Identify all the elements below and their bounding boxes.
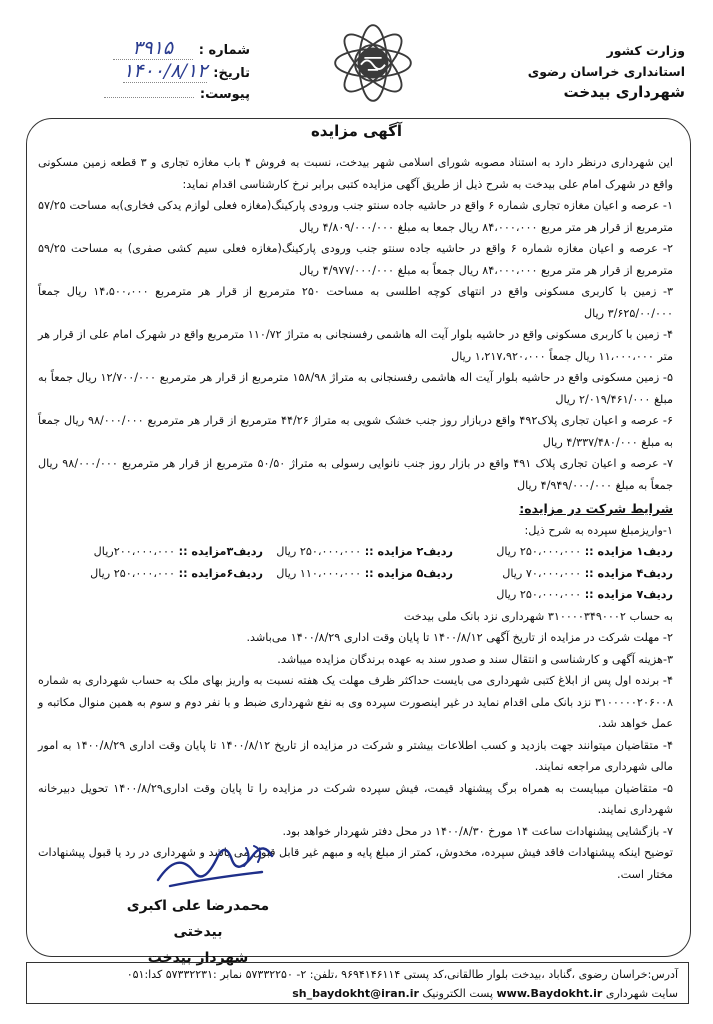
auction-item: ۲- عرصه و اعیان مغازه شماره ۶ واقع در حاشیه جاده سنتو جنب ورودی پارکینگ(مغازه فعلی سیم کشی صفری) به مساحت ۵۹/۲۵ مترمربع از قرار هر متر مربع ۸۴،۰۰۰،۰۰۰ ریال جمعاً به مبلغ ۴/۹۷۷/۰۰۰/۰۰۰ ریال: [38, 242, 673, 277]
auction-item: ۳- زمین با کاربری مسکونی واقع در انتهای کوچه اطلسی به مساحت ۲۵۰ مترمربع از قرار هر مترمربع ۱۴،۵۰۰،۰۰۰ ریال جمعاً ۳/۶۲۵/۰۰/۰۰۰ ریال: [38, 285, 673, 320]
deposit-table: [38, 541, 673, 606]
signatory-block: [113, 893, 283, 971]
letter-attachment-value: [104, 97, 194, 98]
footer-website-label: سایت شهرداری: [605, 987, 678, 1000]
letter-number-label: شماره :: [198, 43, 250, 58]
condition-item: ۴- برنده اول پس از ابلاغ کتبی شهرداری می بایست حداکثر ظرف مهلت یک هفته نسبت به واریز بهای ملک به حساب شهرداری به شماره ۳۱۰۰۰۰۰۲۰۶۰۰۸ نزد بانک ملی اقدام نماید در غیر اینصورت سپرده وی به نفع شهرداری ضبط و با نفر دوم و سوم به همین منوال مکاتبه و عمل خواهد شد.: [38, 674, 673, 730]
auction-item: ۶- عرصه و اعیان تجاری پلاک۴۹۲ واقع دربازار روز جنب خشک شویی به متراژ ۴۴/۲۶ مترمربع از قرار هر مترمربع ۹۸/۰۰۰/۰۰۰ ریال جمعاً به مبلغ ۴/۳۳۷/۴۸۰/۰۰۰ ریال: [38, 414, 673, 449]
deposit-entry: ردیف۳مزایده :: ۲۰۰،۰۰۰،۰۰۰ریال: [93, 545, 263, 558]
condition-item: توضیح اینکه پیشنهادات فاقد فیش سپرده، مخدوش، کمتر از مبلغ پایه و مبهم غیر قابل قبول می باشد و شهرداری در رد یا قبول پیشنهادات مختار است.: [38, 846, 673, 881]
municipality-name: شهرداری بیدخت: [563, 83, 685, 101]
ministry-name: وزارت کشور: [606, 43, 685, 58]
deposit-entry: ردیف۱ مزایده :: ۲۵۰،۰۰۰،۰۰۰ ریال: [496, 545, 673, 558]
condition-item: ۳-هزینه آگهی و کارشناسی و انتقال سند و صدور سند به عهده برندگان مزایده میباشد.: [277, 652, 673, 666]
letter-attachment-row: [80, 84, 250, 105]
condition-item: ۷- بازگشایی پیشنهادات ساعت ۱۴ مورخ ۱۴۰۰/۸/۳۰ در محل دفتر شهردار خواهد بود.: [282, 824, 673, 838]
footer-email-label: پست الکترونیک: [422, 987, 494, 1000]
auction-item: ۵- زمین مسکونی واقع در حاشیه بلوار آیت اله هاشمی رفسنجانی به متراژ ۱۵۸/۹۸ مترمربع از قرار هر مترمربع ۱۲/۷۰۰/۰۰۰ ریال جمعاً به مبلغ ۲/۰۱۹/۴۶۱/۰۰۰ ریال: [38, 371, 673, 406]
letter-date-label: تاریخ:: [213, 66, 250, 81]
condition-item: ۴- متقاضیان میتوانند جهت بازدید و کسب اطلاعات بیشتر و شرکت در مزایده از تاریخ ۱۴۰۰/۸/۱۲ تا پایان وقت اداری ۱۴۰۰/۸/۲۹ به امور مالی شهرداری مراجعه نمایند.: [38, 738, 673, 773]
notice-title: آگهی مزایده: [310, 122, 403, 140]
auction-item: ۷- عرصه و اعیان تجاری پلاک ۴۹۱ واقع در بازار روز جنب نانوایی رسولی به متراژ ۵۰/۵۰ مترمربع از قرار هر مترمربع ۹۸/۰۰۰/۰۰۰ ریال جمعاً به مبلغ ۴/۹۴۹/۰۰۰/۰۰۰ ریال: [38, 457, 673, 492]
letter-metadata: [80, 38, 250, 105]
condition-item: ۵- متقاضیان میبایست به همراه برگ پیشنهاد قیمت، فیش سپرده شرکت در مزایده را تا پایان وقت اداری۱۴۰۰/۸/۲۹ تحویل دبیرخانه شهرداری نمایند.: [38, 781, 673, 816]
letter-number-row: [80, 38, 250, 61]
letter-date-value: ۱۴۰۰/۸/۱۲: [123, 60, 208, 82]
deposit-entry: ردیف۵ مزایده :: ۱۱۰،۰۰۰،۰۰۰ ریال: [276, 566, 453, 580]
conditions-heading: شرایط شرکت در مزایده:: [519, 501, 673, 516]
deposit-entry: ردیف۷ مزایده :: ۲۵۰،۰۰۰،۰۰۰ ریال: [496, 588, 673, 601]
signatory-title: شهردار بیدخت: [147, 950, 249, 966]
governorate-name: استانداری خراسان رضوی: [527, 64, 685, 79]
condition-item: ۲- مهلت شرکت در مزایده از تاریخ آگهی ۱۴۰۰/۸/۱۲ تا پایان وقت اداری ۱۴۰۰/۸/۲۹ می‌باشد.: [246, 631, 673, 644]
municipality-emblem-icon: [330, 20, 416, 106]
auction-item: ۴- زمین با کاربری مسکونی واقع در حاشیه بلوار آیت اله هاشمی رفسنجانی به متراژ ۱۱۰/۷۲ مترمربع واقع در شهرک امام علی از قرار هر متر ۱۱،۰۰۰،۰۰۰ ریال جمعاً ۱،۲۱۷،۹۲۰،۰۰۰ ریال: [38, 328, 673, 363]
letter-date-row: [80, 61, 250, 84]
footer-address: آدرس:خراسان رضوی ،گناباد ،بیدخت بلوار طالقانی،کد پستی ۹۶۹۴۱۴۶۱۱۴ ،تلفن: ۲- ۵۷۳۳۲۲۵۰ نمابر :۵۷۳۳۲۲۳۱ کدا:۰۵۱: [126, 968, 678, 981]
deposit-entry: ردیف۴ مزایده :: ۷۰،۰۰۰،۰۰۰ ریال: [502, 566, 673, 580]
footer-email-link[interactable]: sh_baydokht@iran.ir: [292, 987, 419, 1000]
handwritten-signature: [150, 836, 300, 896]
letterhead-organization: [465, 40, 685, 103]
deposit-entry: ردیف۶مزایده :: ۲۵۰،۰۰۰،۰۰۰ ریال: [90, 566, 263, 580]
condition-item: به حساب ۳۱۰۰۰۰۳۴۹۰۰۰۲ شهرداری نزد بانک ملی بیدخت: [403, 609, 673, 623]
footer-contacts: [37, 984, 678, 1003]
notice-intro: این شهرداری درنظر دارد به استناد مصوبه شورای اسلامی شهر بیدخت، نسبت به فروش ۴ باب مغازه تجاری و ۳ قطعه زمین مسکونی واقع در شهرک امام علی بیدخت به شرح ذیل از طریق آگهی مزایده کتبی برابر نرخ کارشناسی اقدام نماید:: [38, 156, 673, 191]
deposit-entry: ردیف۲ مزایده :: ۲۵۰،۰۰۰،۰۰۰ ریال: [276, 545, 453, 558]
signatory-name: محمدرضا علی اکبری بیدختی: [126, 898, 270, 940]
auction-item: ۱- عرصه و اعیان مغازه تجاری شماره ۶ واقع در حاشیه جاده سنتو جنب ورودی پارکینگ(مغازه فعلی لوازم یدکی فخاری)به مساحت ۵۷/۲۵ مترمربع از قرار هر متر مربع ۸۴،۰۰۰،۰۰۰ ریال جمعا به مبلغ ۴/۸۰۹/۰۰۰/۰۰۰ ریال: [38, 199, 673, 234]
footer-website-link[interactable]: www.Baydokht.ir: [496, 987, 603, 1000]
letter-footer: [26, 962, 689, 1004]
notice-body: [38, 152, 673, 885]
letter-attachment-label: پیوست:: [199, 87, 250, 102]
condition-deposit-intro: ۱-واریزمبلغ سپرده به شرح ذیل:: [524, 523, 673, 537]
letter-number-value: ۳۹۱۵: [113, 38, 193, 60]
